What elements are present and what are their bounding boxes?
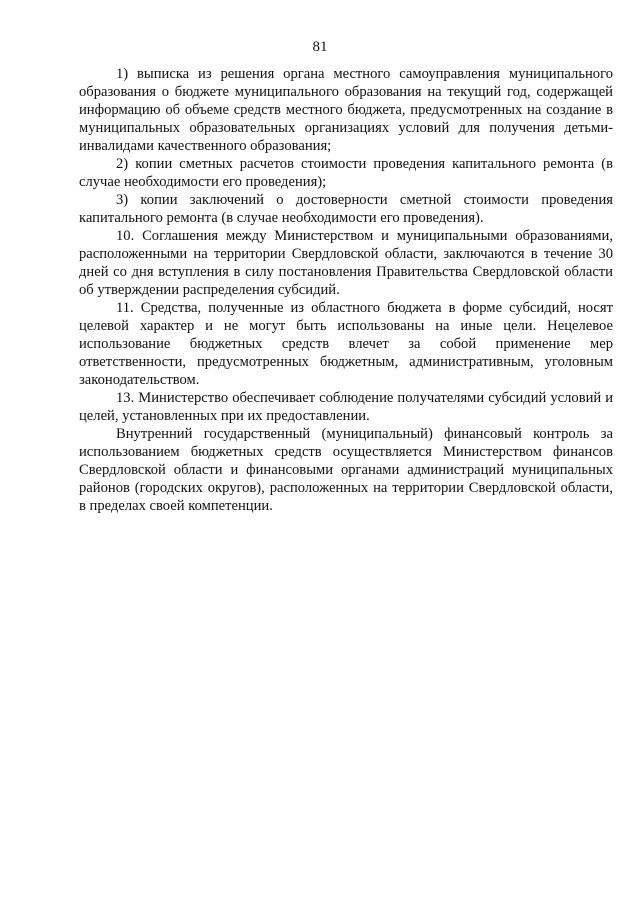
paragraph-financial-control: Внутренний государственный (муниципальный) финансовый контроль за использованием бюджетных средств осуществляется Министерством финансов Свердловской области и финансовыми органами администраций муниципальных районов (городских округов), расположенных на территории Свердловской области, в пределах своей компетенции.	[79, 426, 613, 514]
paragraph-clause-13: 13. Министерство обеспечивает соблюдение получателями субсидий условий и целей, установленных при их предоставлении.	[79, 390, 613, 424]
paragraph-subitem-2: 2) копии сметных расчетов стоимости проведения капитального ремонта (в случае необходимости его проведения);	[79, 156, 613, 190]
paragraph-clause-11: 11. Средства, полученные из областного бюджета в форме субсидий, носят целевой характер и не могут быть использованы на иные цели. Нецелевое использование бюджетных средств влечет за собой применение мер ответственности, предусмотренных бюджетным, административным, уголовным законодательством.	[79, 300, 613, 388]
page-number: 81	[312, 39, 328, 55]
paragraph-clause-10: 10. Соглашения между Министерством и муниципальными образованиями, расположенными на территории Свердловской области, заключаются в течение 30 дней со дня вступления в силу постановления Правительства Свердловской области об утверждении распределения субсидий.	[79, 228, 613, 298]
paragraph-subitem-1: 1) выписка из решения органа местного самоуправления муниципального образования о бюджете муниципального образования на текущий год, содержащей информацию об объеме средств местного бюджета, предусмотренных на создание в муниципальных образовательных организациях условий для получения детьми-инвалидами качественного образования;	[79, 66, 613, 154]
paragraph-subitem-3: 3) копии заключений о достоверности сметной стоимости проведения капитального ремонта (в случае необходимости его проведения).	[79, 192, 613, 226]
document-body	[79, 65, 613, 515]
